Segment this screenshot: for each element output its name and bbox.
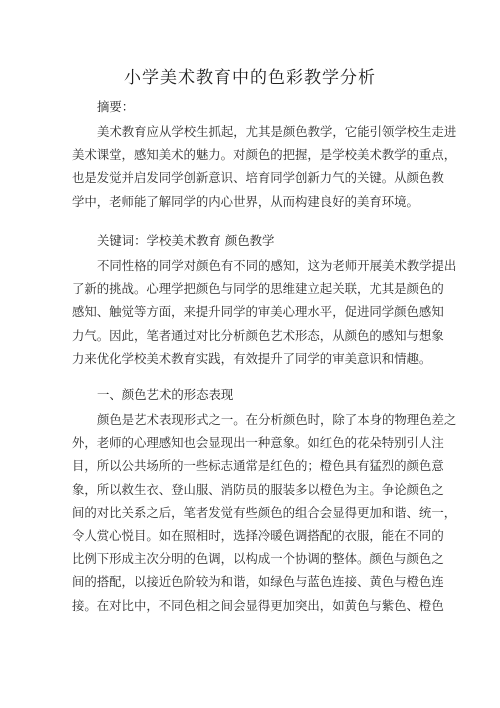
- section-line: 象，所以救生衣、登山服、消防员的服装多以橙色为主。争论颜色之: [72, 481, 444, 497]
- intro-line: 了新的挑战。心理学把颜色与同学的思维建立起关联，尤其是颜色的: [72, 281, 444, 297]
- keywords-line: 关键词：学校美术教育 颜色教学: [97, 233, 275, 248]
- section-line: 接。在对比中，不同色相之间会显得更加突出，如黄色与紫色、橙色: [72, 597, 444, 613]
- abstract-line: 美术课堂，感知美术的魅力。对颜色的把握，是学校美术教学的重点，: [72, 147, 457, 163]
- intro-line: 力来优化学校美术教育实践，有效提升了同学的审美意识和情趣。: [72, 350, 432, 366]
- section-line: 令人赏心悦目。如在照相时，选择冷暖色调搭配的衣服，能在不同的: [72, 528, 444, 544]
- abstract-line: 也是发觉并启发同学创新意识、培育同学创新力气的关键。从颜色教: [72, 170, 444, 186]
- section-line: 间的对比关系之后，笔者发觉有些颜色的组合会显得更加和谐、统一，: [72, 504, 457, 520]
- intro-paragraph: [72, 254, 457, 370]
- abstract-line: 美术教育应从学校生抓起，尤其是颜色教学，它能引领学校生走进: [97, 124, 457, 139]
- abstract-paragraph: [72, 120, 457, 213]
- intro-line: 感知、触觉等方面，来提升同学的审美心理水平，促进同学颜色感知: [72, 304, 444, 320]
- document-title: 小学美术教育中的色彩教学分析: [124, 68, 376, 88]
- section-line: 外，老师的心理感知也会显现出一种意象。如红色的花朵特别引人注: [72, 435, 444, 451]
- section-line: 目，所以公共场所的一些标志通常是红色的；橙色具有猛烈的颜色意: [72, 458, 444, 474]
- section-line: 间的搭配，以接近色阶较为和谐，如绿色与蓝色连接、黄色与橙色连: [72, 574, 444, 590]
- section-paragraph: [72, 408, 457, 617]
- abstract-line: 学中，老师能了解同学的内心世界，从而构建良好的美育环境。: [72, 193, 419, 209]
- intro-line: 力气。因此，笔者通过对比分析颜色艺术形态，从颜色的感知与想象: [72, 327, 444, 343]
- abstract-label: 摘要：: [97, 99, 135, 114]
- section-line: 比例下形成主次分明的色调，以构成一个协调的整体。颜色与颜色之: [72, 551, 444, 567]
- section-heading: 一、颜色艺术的形态表现: [97, 387, 234, 402]
- section-line: 颜色是艺术表现形式之一。在分析颜色时，除了本身的物理色差之: [97, 412, 457, 427]
- intro-line: 不同性格的同学对颜色有不同的感知，这为老师开展美术教学提出: [97, 258, 457, 273]
